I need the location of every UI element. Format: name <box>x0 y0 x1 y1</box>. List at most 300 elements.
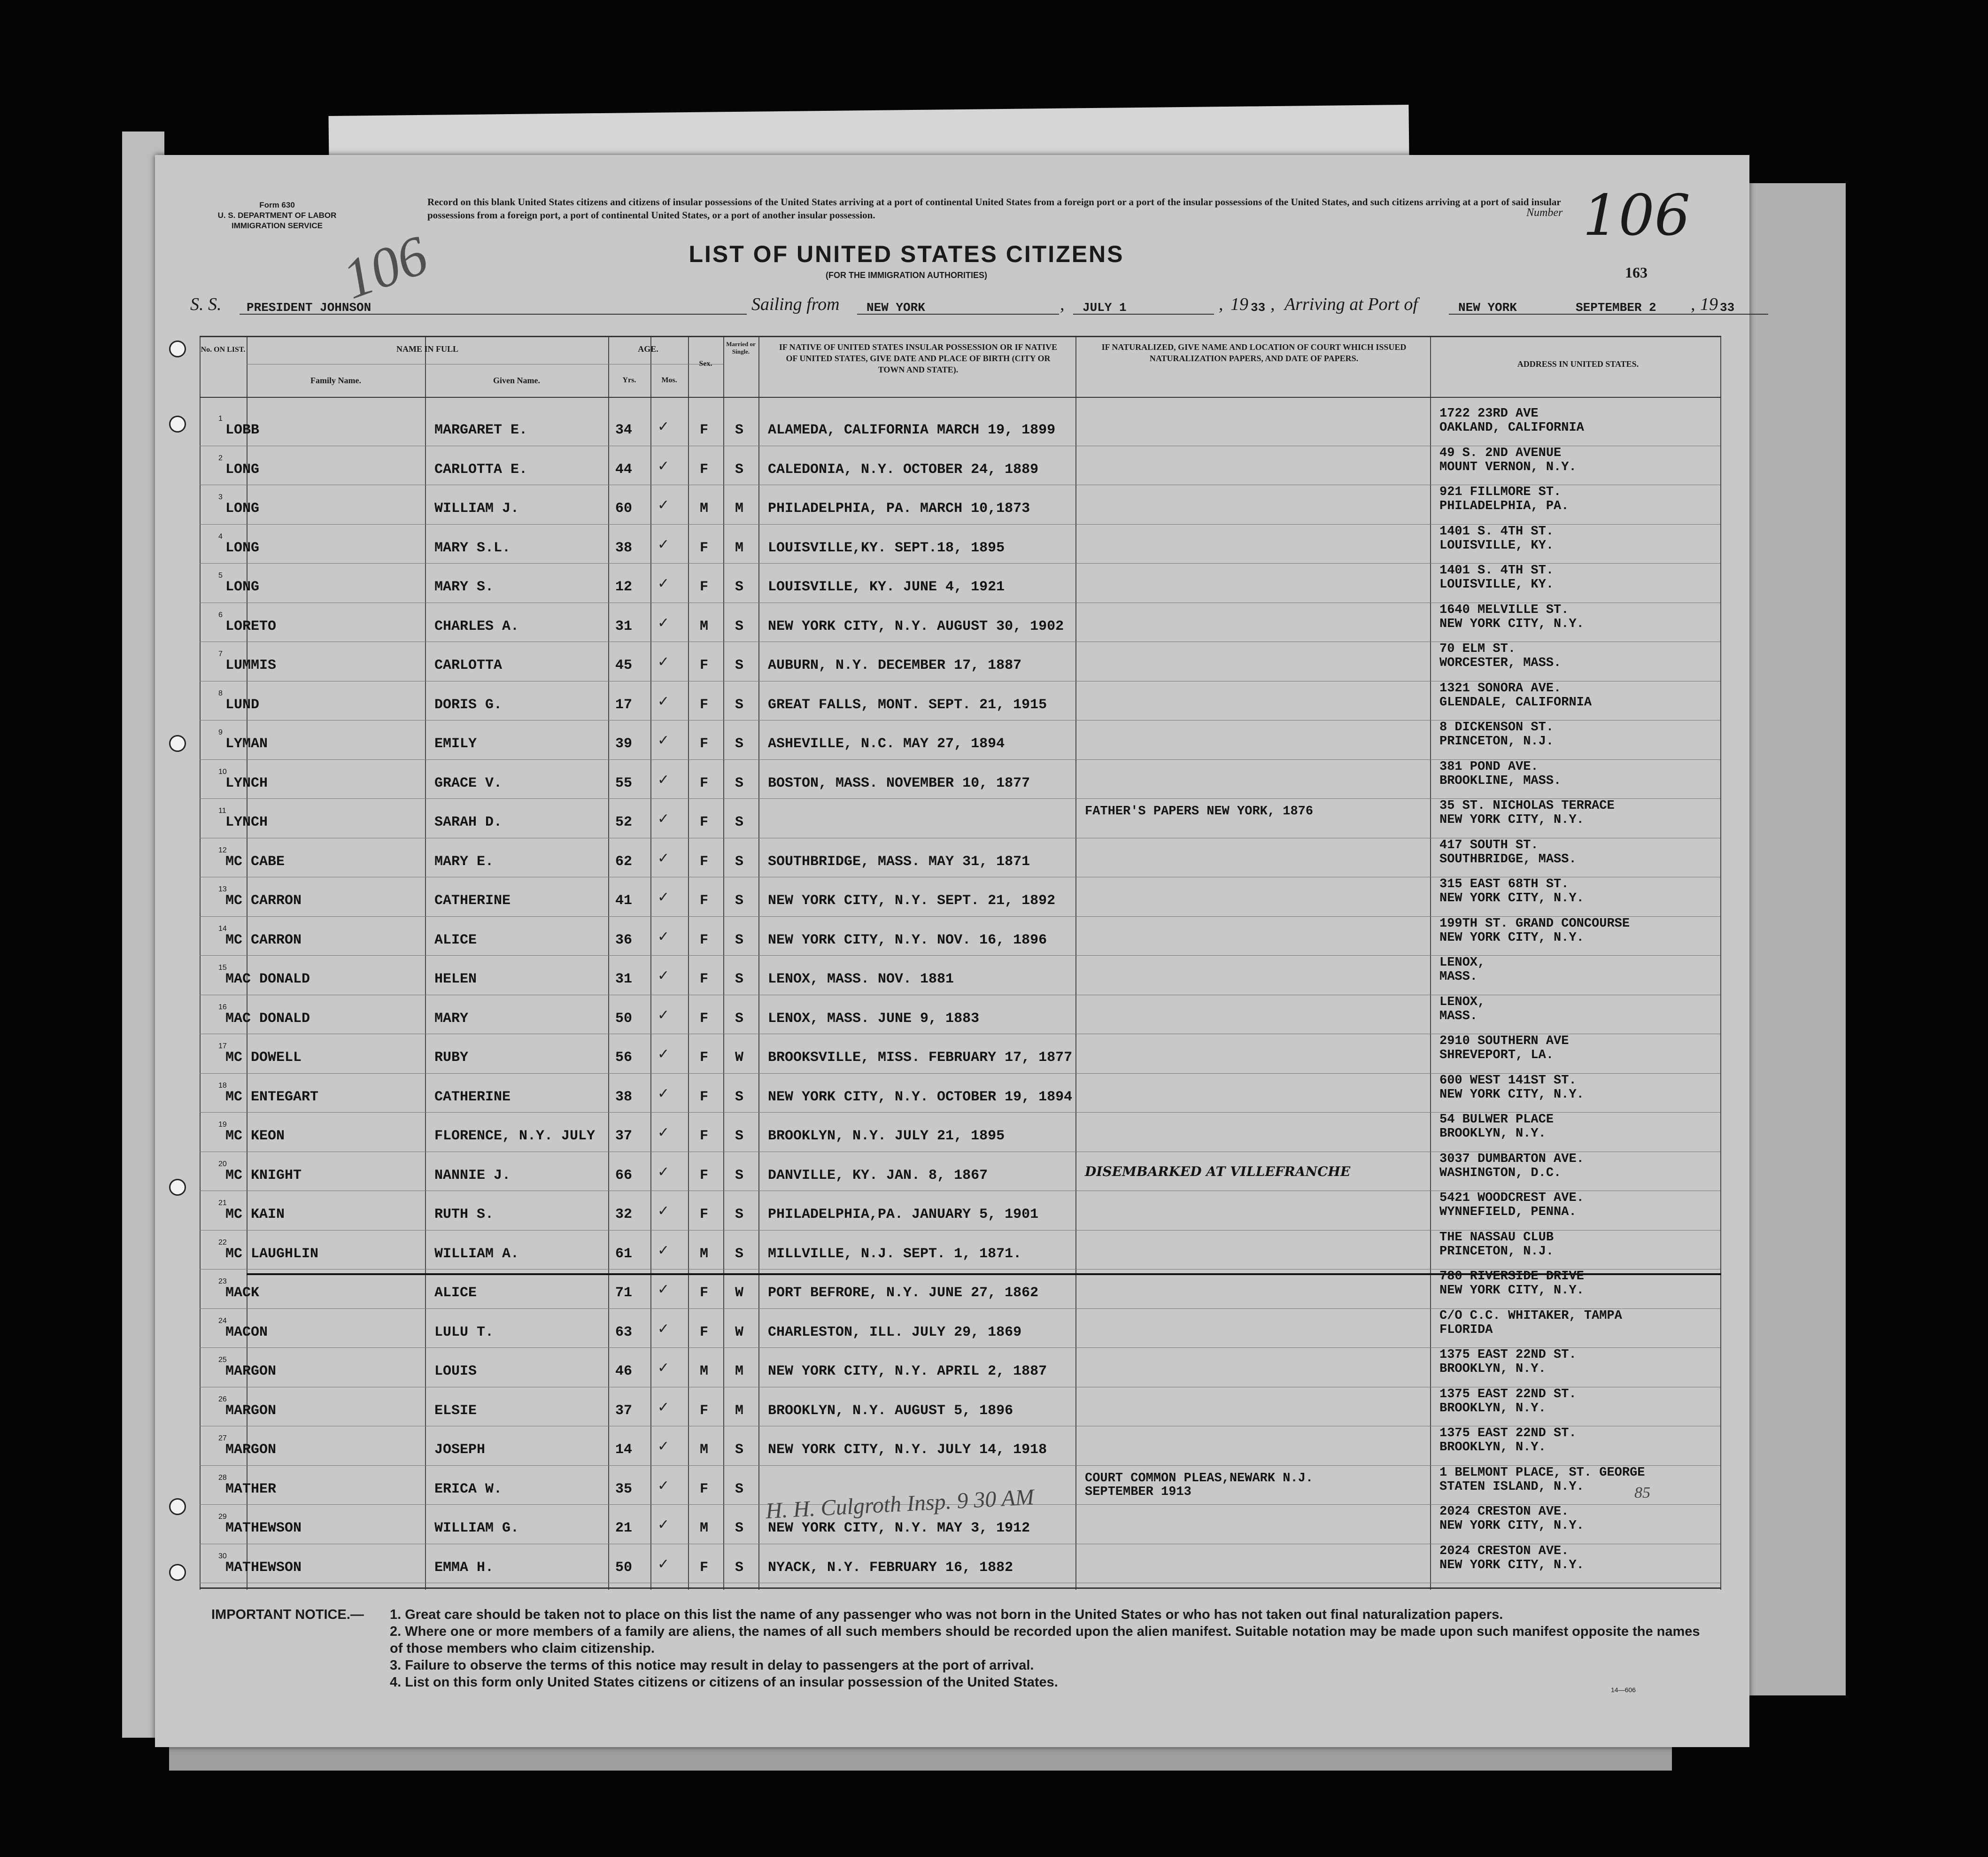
address-line-1: 199TH ST. GRAND CONCOURSE <box>1439 916 1630 931</box>
sex: F <box>700 461 709 478</box>
address-line-2: FLORIDA <box>1439 1323 1493 1337</box>
check-mark-icon: ✓ <box>658 967 670 984</box>
address-line-2: PRINCETON, N.J. <box>1439 735 1554 749</box>
row-number: 25 <box>218 1356 227 1364</box>
address-line-1: 921 FILLMORE ST. <box>1439 485 1562 499</box>
row-number: 18 <box>218 1081 227 1090</box>
check-mark-icon: ✓ <box>658 654 670 670</box>
age-years: 63 <box>615 1324 633 1340</box>
sail-date: JULY 1 <box>1083 301 1127 315</box>
sex: F <box>700 1010 709 1027</box>
form-code: 14—606 <box>1611 1686 1636 1694</box>
row-number: 27 <box>218 1434 227 1442</box>
birth-place-date: BROOKLYN, N.Y. JULY 21, 1895 <box>768 1128 1005 1144</box>
address-line-1: 8 DICKENSON ST. <box>1439 720 1554 735</box>
marital-status: S <box>735 1167 744 1184</box>
check-mark-icon: ✓ <box>658 497 670 513</box>
birth-place-date: NEW YORK CITY, N.Y. OCTOBER 19, 1894 <box>768 1089 1073 1105</box>
family-name: MACON <box>225 1324 268 1340</box>
given-name: JOSEPH <box>434 1442 486 1458</box>
handwritten-list-number: 106 <box>334 223 436 311</box>
punch-hole <box>169 1179 186 1196</box>
family-name: MARGON <box>225 1402 277 1419</box>
age-years: 50 <box>615 1559 633 1576</box>
page-number: 163 <box>1625 264 1648 281</box>
check-mark-icon: ✓ <box>658 1399 670 1416</box>
header-no: No. ON LIST. <box>201 346 246 354</box>
row-number: 15 <box>218 964 227 972</box>
family-name: MC KEON <box>225 1128 285 1144</box>
marital-status: W <box>735 1324 744 1340</box>
table-row <box>200 720 1720 759</box>
family-name: LONG <box>225 461 260 478</box>
row-number: 26 <box>218 1395 227 1403</box>
address-line-2: BROOKLYN, N.Y. <box>1439 1401 1546 1416</box>
check-mark-icon: ✓ <box>658 1203 670 1219</box>
given-name: CARLOTTA E. <box>434 461 528 478</box>
sailing-port: NEW YORK <box>866 301 925 315</box>
birth-place-date: BROOKLYN, N.Y. AUGUST 5, 1896 <box>768 1402 1013 1419</box>
marital-status: S <box>735 461 744 478</box>
given-name: MARY S.L. <box>434 540 511 556</box>
table-row <box>200 524 1720 564</box>
row-number: 24 <box>218 1316 227 1325</box>
sex: F <box>700 971 709 987</box>
marital-status: S <box>735 893 744 909</box>
given-name: RUTH S. <box>434 1207 494 1223</box>
check-mark-icon: ✓ <box>658 536 670 553</box>
birth-place-date: CHARLESTON, ILL. JULY 29, 1869 <box>768 1324 1022 1340</box>
sex: F <box>700 1167 709 1184</box>
table-row <box>200 1230 1720 1269</box>
marital-status: S <box>735 853 744 870</box>
check-mark-icon: ✓ <box>658 771 670 788</box>
sail-year-prefix: 19 <box>1230 294 1248 314</box>
sex: F <box>700 1481 709 1497</box>
family-name: LYNCH <box>225 814 268 830</box>
address-line-1: LENOX, <box>1439 956 1485 970</box>
check-mark-icon: ✓ <box>658 850 670 867</box>
header-given-name: Given Name. <box>493 376 540 385</box>
check-mark-icon: ✓ <box>658 1438 670 1455</box>
given-name: CHARLES A. <box>434 618 519 634</box>
address-line-2: STATEN ISLAND, N.Y. <box>1439 1479 1584 1494</box>
given-name: LULU T. <box>434 1324 494 1340</box>
given-name: SARAH D. <box>434 814 503 830</box>
header-naturalization: IF NATURALIZED, GIVE NAME AND LOCATION OF COURT WHICH ISSUED NATURALIZATION PAPERS, AND DATE OF PAPERS. <box>1101 342 1407 363</box>
row-number: 1 <box>218 415 223 423</box>
row-number: 22 <box>218 1238 227 1246</box>
number-label: Number <box>1526 207 1563 219</box>
sex: F <box>700 893 709 909</box>
header-mos: Mos. <box>661 376 677 384</box>
age-years: 56 <box>615 1050 633 1066</box>
address-line-1: 35 ST. NICHOLAS TERRACE <box>1439 799 1615 813</box>
sex: F <box>700 1207 709 1223</box>
address-line-2: NEW YORK CITY, N.Y. <box>1439 1519 1584 1533</box>
birth-place-date: BROOKSVILLE, MISS. FEBRUARY 17, 1877 <box>768 1050 1073 1066</box>
family-name: MAC DONALD <box>225 971 310 987</box>
row-number: 3 <box>218 493 223 501</box>
birth-place-date: LOUISVILLE, KY. JUNE 4, 1921 <box>768 579 1005 595</box>
birth-place-date: ASHEVILLE, N.C. MAY 27, 1894 <box>768 736 1005 752</box>
sex: F <box>700 696 709 713</box>
row-number: 28 <box>218 1473 227 1482</box>
address-line-2: NEW YORK CITY, N.Y. <box>1439 1558 1584 1572</box>
given-name: EMILY <box>434 736 477 752</box>
marital-status: M <box>735 1402 744 1419</box>
given-name: MARY E. <box>434 853 494 870</box>
naturalization-info: COURT COMMON PLEAS,NEWARK N.J. SEPTEMBER 1913 <box>1085 1471 1314 1499</box>
address-line-2: WASHINGTON, D.C. <box>1439 1166 1562 1180</box>
table-row <box>200 406 1720 446</box>
family-name: MC CARRON <box>225 932 302 948</box>
marital-status: S <box>735 1520 744 1536</box>
row-number: 13 <box>218 885 227 893</box>
check-mark-icon: ✓ <box>658 1320 670 1337</box>
marital-status: S <box>735 618 744 634</box>
sex: M <box>700 501 709 517</box>
age-years: 45 <box>615 658 633 673</box>
table-row <box>200 642 1720 681</box>
birth-place-date: LOUISVILLE,KY. SEPT.18, 1895 <box>768 540 1005 556</box>
given-name: CARLOTTA <box>434 658 503 673</box>
given-name: WILLIAM A. <box>434 1246 519 1262</box>
given-name: WILLIAM G. <box>434 1520 519 1536</box>
check-mark-icon: ✓ <box>658 1163 670 1180</box>
underlying-sheet-right <box>1738 183 1846 1695</box>
arrival-year-group: , 19 33 <box>1691 294 1735 315</box>
family-name: LYMAN <box>225 736 268 752</box>
marital-status: S <box>735 696 744 713</box>
age-years: 38 <box>615 1089 633 1105</box>
row-number: 21 <box>218 1199 227 1207</box>
arrival-year: 33 <box>1720 301 1735 315</box>
address-line-2: SHREVEPORT, LA. <box>1439 1048 1554 1062</box>
address-line-1: 1375 EAST 22ND ST. <box>1439 1348 1577 1362</box>
table-row <box>200 759 1720 799</box>
marital-status: S <box>735 814 744 830</box>
given-name: WILLIAM J. <box>434 501 519 517</box>
check-mark-icon: ✓ <box>658 614 670 631</box>
header-married: Married or Single. <box>726 340 756 355</box>
passenger-table <box>200 336 1721 1590</box>
birth-place-date: NYACK, N.Y. FEBRUARY 16, 1882 <box>768 1559 1013 1576</box>
address-line-1: 49 S. 2ND AVENUE <box>1439 446 1562 460</box>
marital-status: S <box>735 932 744 948</box>
check-mark-icon: ✓ <box>658 457 670 474</box>
age-years: 17 <box>615 696 633 713</box>
address-line-2: MOUNT VERNON, N.Y. <box>1439 460 1577 474</box>
notice-item-3: 3. Failure to observe the terms of this notice may result in delay to passengers at the port of arrival. <box>390 1658 1034 1673</box>
table-row <box>200 1073 1720 1113</box>
given-name: MARY S. <box>434 579 494 595</box>
check-mark-icon: ✓ <box>658 889 670 905</box>
birth-place-date: NEW YORK CITY, N.Y. APRIL 2, 1887 <box>768 1363 1047 1379</box>
header-name-in-full: NAME IN FULL <box>396 344 458 354</box>
birth-place-date: NEW YORK CITY, N.Y. AUGUST 30, 1902 <box>768 618 1064 634</box>
marital-status: S <box>735 658 744 673</box>
given-name: FLORENCE, N.Y. JULY <box>434 1128 596 1144</box>
marital-status: S <box>735 422 744 438</box>
naturalization-info: FATHER'S PAPERS NEW YORK, 1876 <box>1085 805 1314 819</box>
family-name: MC DOWELL <box>225 1050 302 1066</box>
age-years: 66 <box>615 1167 633 1184</box>
address-line-1: 600 WEST 141ST ST. <box>1439 1073 1577 1088</box>
header-family-name: Family Name. <box>310 376 361 385</box>
address-line-2: MASS. <box>1439 970 1478 984</box>
address-line-2: GLENDALE, CALIFORNIA <box>1439 695 1592 710</box>
family-name: MARGON <box>225 1363 277 1379</box>
given-name: LOUIS <box>434 1363 477 1379</box>
handwritten-tally: 85 <box>1634 1484 1650 1501</box>
marital-status: S <box>735 1442 744 1458</box>
sex: M <box>700 1363 709 1379</box>
sex: F <box>700 540 709 556</box>
age-years: 31 <box>615 971 633 987</box>
family-name: LONG <box>225 501 260 517</box>
header-sex: Sex. <box>699 360 712 368</box>
row-number: 30 <box>218 1552 227 1560</box>
birth-place-date: PHILADELPHIA,PA. JANUARY 5, 1901 <box>768 1207 1039 1223</box>
address-line-1: 1640 MELVILLE ST. <box>1439 603 1569 617</box>
address-line-1: 780 RIVERSIDE DRIVE <box>1439 1269 1584 1284</box>
marital-status: M <box>735 540 744 556</box>
marital-status: M <box>735 1363 744 1379</box>
address-line-2: PRINCETON, N.J. <box>1439 1244 1554 1259</box>
given-name: MARGARET E. <box>434 422 528 438</box>
age-years: 14 <box>615 1442 633 1458</box>
form-number: Form 630 <box>259 201 295 209</box>
family-name: MATHEWSON <box>225 1520 302 1536</box>
age-years: 36 <box>615 932 633 948</box>
sex: F <box>700 1050 709 1066</box>
check-mark-icon: ✓ <box>658 928 670 945</box>
birth-place-date: CALEDONIA, N.Y. OCTOBER 24, 1889 <box>768 461 1039 478</box>
notice-item-4: 4. List on this form only United States citizens or citizens of an insular possession of the United States. <box>390 1675 1058 1690</box>
address-line-1: 381 POND AVE. <box>1439 759 1539 774</box>
age-years: 61 <box>615 1246 633 1262</box>
row-20-strike-line <box>247 1273 1721 1275</box>
row-number: 9 <box>218 728 223 736</box>
punch-hole <box>169 735 186 752</box>
header-yrs: Yrs. <box>622 376 636 384</box>
list-number: 106 <box>1583 183 1691 248</box>
address-line-2: NEW YORK CITY, N.Y. <box>1439 813 1584 827</box>
age-years: 35 <box>615 1481 633 1497</box>
family-name: MC KAIN <box>225 1207 285 1223</box>
marital-status: S <box>735 1089 744 1105</box>
family-name: LOBB <box>225 422 260 438</box>
row-number: 6 <box>218 611 223 619</box>
row-number: 7 <box>218 650 223 658</box>
birth-place-date: LENOX, MASS. NOV. 1881 <box>768 971 954 987</box>
table-row <box>200 1426 1720 1465</box>
family-name: MACK <box>225 1285 260 1301</box>
sex: F <box>700 932 709 948</box>
row-number: 14 <box>218 924 227 933</box>
birth-place-date: NEW YORK CITY, N.Y. JULY 14, 1918 <box>768 1442 1047 1458</box>
address-line-1: 2910 SOUTHERN AVE <box>1439 1034 1569 1048</box>
family-name: MC ENTEGART <box>225 1089 319 1105</box>
given-name: ERICA W. <box>434 1481 503 1497</box>
check-mark-icon: ✓ <box>658 1281 670 1298</box>
check-mark-icon: ✓ <box>658 1006 670 1023</box>
address-line-1: 2024 CRESTON AVE. <box>1439 1505 1569 1519</box>
ship-name: PRESIDENT JOHNSON <box>247 301 371 315</box>
table-row <box>200 1347 1720 1387</box>
table-row <box>200 1112 1720 1152</box>
birth-place-date: AUBURN, N.Y. DECEMBER 17, 1887 <box>768 658 1022 673</box>
arrival-year-prefix: 19 <box>1700 294 1718 314</box>
address-line-1: 1722 23RD AVE <box>1439 407 1539 421</box>
birth-place-date: LENOX, MASS. JUNE 9, 1883 <box>768 1010 980 1027</box>
check-mark-icon: ✓ <box>658 1360 670 1376</box>
address-line-2: PHILADELPHIA, PA. <box>1439 499 1569 513</box>
birth-place-date: MILLVILLE, N.J. SEPT. 1, 1871. <box>768 1246 1022 1262</box>
age-years: 37 <box>615 1128 633 1144</box>
address-line-1: 1375 EAST 22ND ST. <box>1439 1387 1577 1401</box>
family-name: MC CARRON <box>225 893 302 909</box>
address-line-2: OAKLAND, CALIFORNIA <box>1439 421 1584 435</box>
given-name: ALICE <box>434 932 477 948</box>
table-row <box>200 1544 1720 1583</box>
family-name: LUND <box>225 696 260 713</box>
address-line-1: 3037 DUMBARTON AVE. <box>1439 1152 1584 1166</box>
punch-hole <box>169 1564 186 1581</box>
row-number: 2 <box>218 454 223 462</box>
sex: F <box>700 1324 709 1340</box>
table-row <box>200 1152 1720 1191</box>
address-line-1: LENOX, <box>1439 995 1485 1009</box>
sex: F <box>700 579 709 595</box>
sail-year: 33 <box>1251 301 1266 315</box>
table-row <box>200 995 1720 1034</box>
address-line-1: 1401 S. 4TH ST. <box>1439 564 1554 578</box>
given-name: MARY <box>434 1010 469 1027</box>
given-name: CATHERINE <box>434 893 511 909</box>
given-name: NANNIE J. <box>434 1167 511 1184</box>
address-line-2: NEW YORK CITY, N.Y. <box>1439 891 1584 905</box>
family-name: MATHER <box>225 1481 277 1497</box>
marital-status: S <box>735 1559 744 1576</box>
address-line-2: WORCESTER, MASS. <box>1439 656 1562 670</box>
form-id <box>197 200 357 231</box>
ss-label: S. S. <box>190 294 222 314</box>
service-name: IMMIGRATION SERVICE <box>232 221 323 230</box>
age-years: 41 <box>615 893 633 909</box>
family-name: LYNCH <box>225 775 268 791</box>
age-years: 37 <box>615 1402 633 1419</box>
header-birth: IF NATIVE OF UNITED STATES INSULAR POSSESSION OR IF NATIVE OF UNITED STATES, GIVE DATE AND PLACE OF BIRTH (CITY OR TOWN AND STATE). <box>779 342 1058 374</box>
row-number: 19 <box>218 1121 227 1129</box>
birth-place-date: NEW YORK CITY, N.Y. NOV. 16, 1896 <box>768 932 1047 948</box>
header-address: ADDRESS IN UNITED STATES. <box>1517 359 1639 369</box>
age-years: 60 <box>615 501 633 517</box>
marital-status: S <box>735 1246 744 1262</box>
address-line-1: 70 ELM ST. <box>1439 642 1516 656</box>
address-line-2: LOUISVILLE, KY. <box>1439 538 1554 553</box>
sex: F <box>700 853 709 870</box>
family-name: MAC DONALD <box>225 1010 310 1027</box>
age-years: 62 <box>615 853 633 870</box>
given-name: ELSIE <box>434 1402 477 1419</box>
sex: M <box>700 618 709 634</box>
sex: F <box>700 1128 709 1144</box>
marital-status: M <box>735 501 744 517</box>
given-name: ALICE <box>434 1285 477 1301</box>
table-row <box>200 485 1720 524</box>
table-row <box>200 1387 1720 1426</box>
marital-status: S <box>735 1128 744 1144</box>
row-number: 5 <box>218 572 223 580</box>
age-years: 21 <box>615 1520 633 1536</box>
table-row <box>200 681 1720 720</box>
age-years: 52 <box>615 814 633 830</box>
address-line-1: 315 EAST 68TH ST. <box>1439 877 1569 891</box>
sex: F <box>700 1089 709 1105</box>
age-years: 55 <box>615 775 633 791</box>
row-number: 8 <box>218 689 223 697</box>
punch-hole <box>169 416 186 433</box>
age-years: 44 <box>615 461 633 478</box>
sex: M <box>700 1246 709 1262</box>
check-mark-icon: ✓ <box>658 418 670 435</box>
row-number: 4 <box>218 532 223 541</box>
arrival-port: NEW YORK <box>1458 301 1517 315</box>
family-name: MATHEWSON <box>225 1559 302 1576</box>
birth-place-date: DANVILLE, KY. JAN. 8, 1867 <box>768 1167 988 1184</box>
marital-status: W <box>735 1285 744 1301</box>
address-line-1: THE NASSAU CLUB <box>1439 1230 1554 1245</box>
row-number: 11 <box>218 807 226 815</box>
age-years: 32 <box>615 1207 633 1223</box>
birth-place-date: PHILADELPHIA, PA. MARCH 10,1873 <box>768 501 1030 517</box>
check-mark-icon: ✓ <box>658 1124 670 1141</box>
sex: F <box>700 422 709 438</box>
address-line-1: 5421 WOODCREST AVE. <box>1439 1191 1584 1205</box>
sailing-label: Sailing from <box>751 294 840 314</box>
address-line-1: 1401 S. 4TH ST. <box>1439 524 1554 539</box>
table-row <box>200 1191 1720 1230</box>
family-name: MC KNIGHT <box>225 1167 302 1184</box>
check-mark-icon: ✓ <box>658 732 670 749</box>
address-line-1: 2024 CRESTON AVE. <box>1439 1544 1569 1558</box>
age-years: 50 <box>615 1010 633 1027</box>
address-line-2: BROOKLYN, N.Y. <box>1439 1127 1546 1141</box>
sex: F <box>700 1559 709 1576</box>
marital-status: S <box>735 1010 744 1027</box>
table-row <box>200 955 1720 995</box>
age-years: 34 <box>615 422 633 438</box>
marital-status: S <box>735 1207 744 1223</box>
family-name: LORETO <box>225 618 277 634</box>
given-name: RUBY <box>434 1050 469 1066</box>
address-line-1: 54 BULWER PLACE <box>1439 1113 1554 1127</box>
address-line-1: 1321 SONORA AVE. <box>1439 681 1562 696</box>
marital-status: S <box>735 775 744 791</box>
family-name: MC LAUGHLIN <box>225 1246 319 1262</box>
row-number: 23 <box>218 1277 227 1285</box>
birth-place-date: BOSTON, MASS. NOVEMBER 10, 1877 <box>768 775 1030 791</box>
check-mark-icon: ✓ <box>658 811 670 827</box>
sex: M <box>700 1520 709 1536</box>
row-number: 10 <box>218 767 227 776</box>
page-subtitle: (FOR THE IMMIGRATION AUTHORITIES) <box>826 271 987 280</box>
address-line-2: NEW YORK CITY, N.Y. <box>1439 1087 1584 1102</box>
department-name: U. S. DEPARTMENT OF LABOR <box>217 211 337 220</box>
notice-item-2: 2. Where one or more members of a family are aliens, the names of all such members should be recorded upon the alien manifest. Suitable notation may be made upon such manifest opposite the names of those members who claim citizenship. <box>390 1624 1700 1656</box>
